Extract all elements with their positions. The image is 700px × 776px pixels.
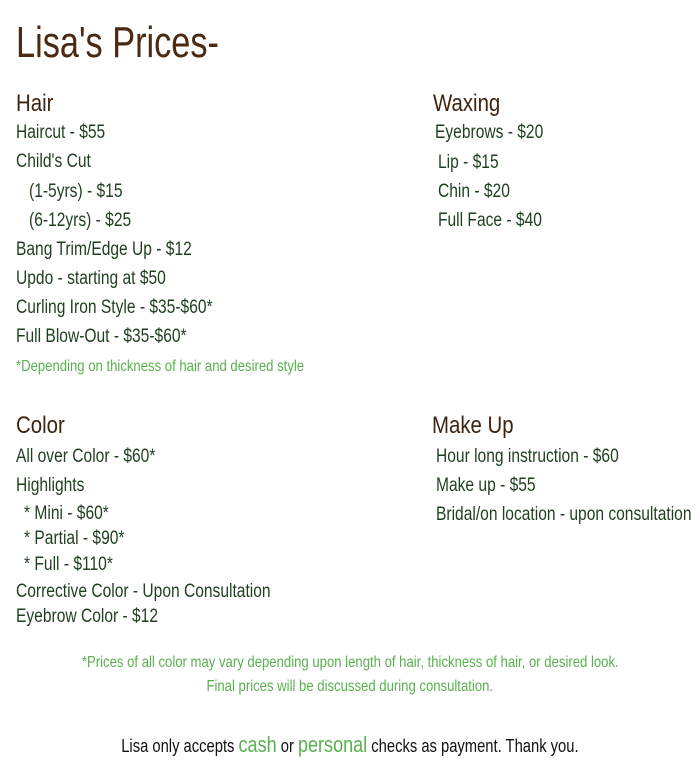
page-title: Lisa's Prices-	[16, 18, 219, 67]
payment-note	[0, 732, 700, 758]
payment-personal: personal	[298, 732, 368, 757]
payment-cash: cash	[238, 732, 277, 757]
hair-heading: Hair	[16, 90, 54, 117]
hair-item-child-1-5: (1-5yrs) - $15	[29, 181, 123, 202]
waxing-heading: Waxing	[433, 90, 501, 117]
waxing-item-eyebrows: Eyebrows - $20	[435, 122, 544, 143]
color-item-partial: * Partial - $90*	[24, 528, 125, 549]
color-heading: Color	[16, 412, 65, 439]
payment-or: or	[276, 736, 299, 756]
hair-item-child-6-12: (6-12yrs) - $25	[29, 210, 132, 231]
color-item-highlights: Highlights	[16, 475, 85, 496]
color-item-full: * Full - $110*	[24, 554, 113, 575]
waxing-item-full-face: Full Face - $40	[438, 210, 542, 231]
hair-item-blow-out: Full Blow-Out - $35-$60*	[16, 326, 187, 347]
makeup-heading: Make Up	[432, 412, 514, 439]
payment-prefix: Lisa only accepts	[121, 736, 239, 756]
payment-suffix: checks as payment. Thank you.	[367, 736, 579, 756]
color-item-all-over: All over Color - $60*	[16, 446, 156, 467]
consultation-note: Final prices will be discussed during consultation.	[206, 678, 494, 695]
makeup-item-make-up: Make up - $55	[436, 475, 536, 496]
hair-item-updo: Updo - starting at $50	[16, 268, 166, 289]
hair-item-bang-trim: Bang Trim/Edge Up - $12	[16, 239, 192, 260]
hair-note: *Depending on thickness of hair and desired style	[16, 358, 305, 375]
color-item-eyebrow: Eyebrow Color - $12	[16, 606, 159, 627]
hair-item-haircut: Haircut - $55	[16, 122, 106, 143]
makeup-item-bridal: Bridal/on location - upon consultation	[436, 504, 692, 525]
color-pricing-note: *Prices of all color may vary depending upon length of hair, thickness of hair, or desired look.	[81, 654, 619, 671]
hair-item-curling-iron: Curling Iron Style - $35-$60*	[16, 297, 213, 318]
makeup-item-instruction: Hour long instruction - $60	[436, 446, 619, 467]
waxing-item-lip: Lip - $15	[438, 152, 499, 173]
hair-item-childs-cut: Child's Cut	[16, 151, 91, 172]
color-item-mini: * Mini - $60*	[24, 503, 109, 524]
color-item-corrective: Corrective Color - Upon Consultation	[16, 581, 271, 602]
waxing-item-chin: Chin - $20	[438, 181, 510, 202]
